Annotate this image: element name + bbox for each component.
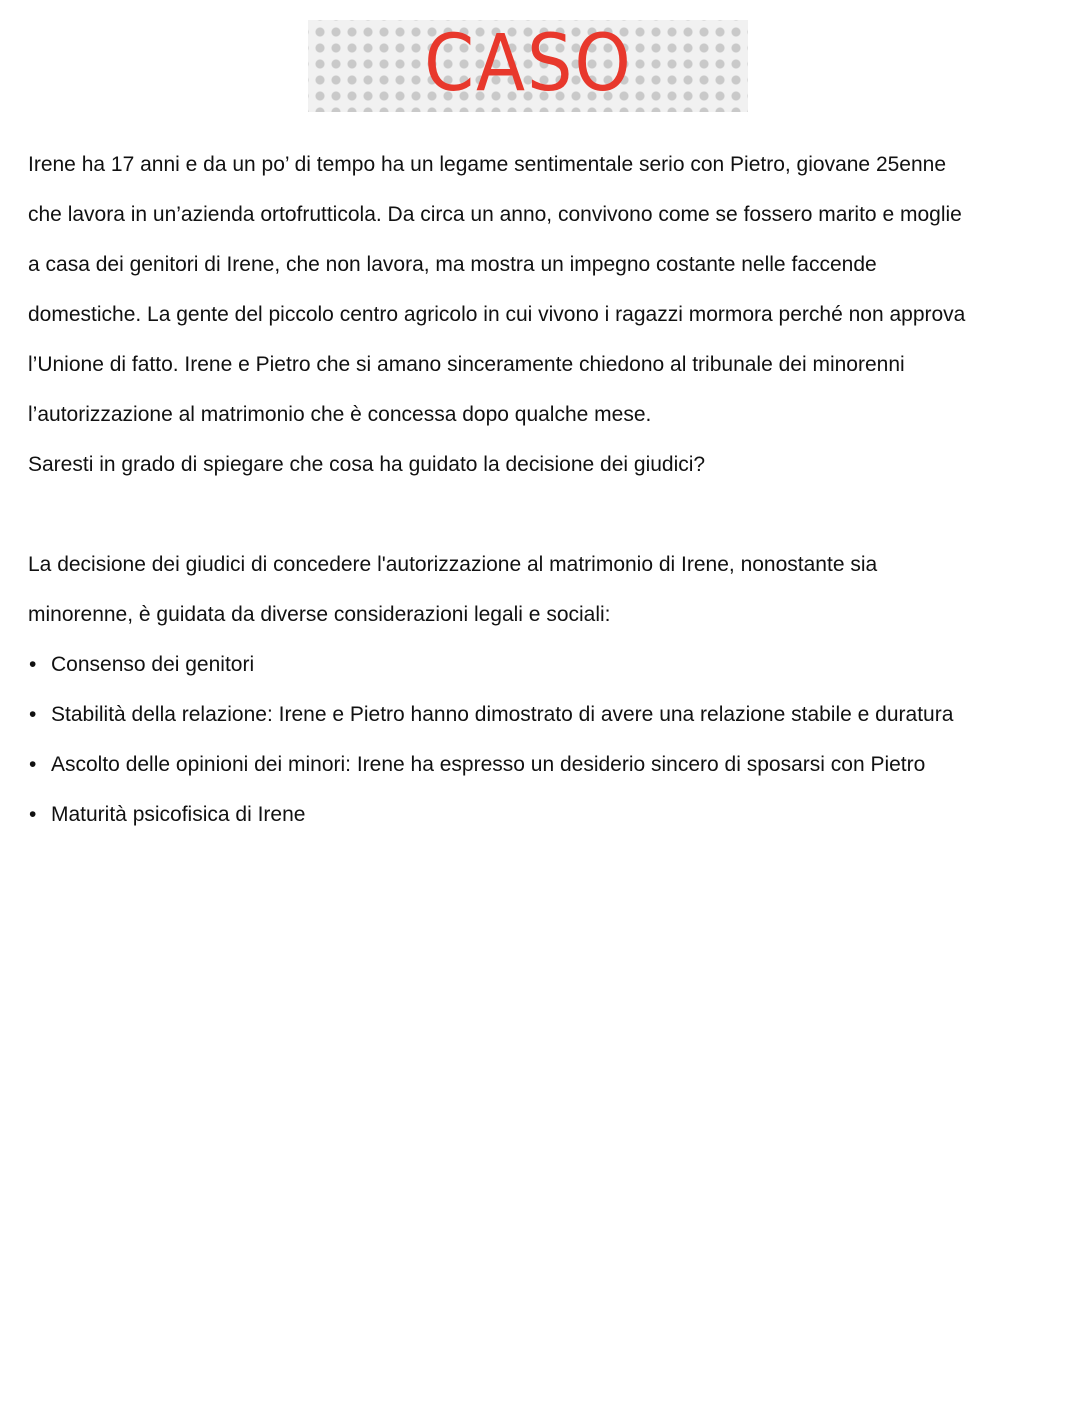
list-item [28,640,1058,690]
page-title: CASO [423,19,633,109]
case-line: l’autorizzazione al matrimonio che è concessa dopo qualche mese. [28,403,652,426]
answer-paragraph [28,540,1058,640]
list-item-text: Consenso dei genitori [51,653,255,676]
case-line: Irene ha 17 anni e da un po’ di tempo ha un legame sentimentale serio con Pietro, giovane 25enne [28,153,947,176]
list-item [28,740,1058,790]
title-banner [308,20,748,112]
bullet-icon: • [29,803,37,826]
bullet-icon: • [29,653,37,676]
list-item [28,690,1058,740]
document-body [28,140,1058,840]
case-line: domestiche. La gente del piccolo centro agricolo in cui vivono i ragazzi mormora perché non approva [28,303,966,326]
case-line: a casa dei genitori di Irene, che non lavora, ma mostra un impegno costante nelle faccende [28,253,877,276]
list-item [28,790,1058,840]
bullet-icon: • [29,703,37,726]
case-line: l’Unione di fatto. Irene e Pietro che si amano sinceramente chiedono al tribunale dei minorenni [28,353,905,376]
case-line: che lavora in un’azienda ortofrutticola. Da circa un anno, convivono come se fossero marito e moglie [28,203,962,226]
list-item-text: Stabilità della relazione: Irene e Pietro hanno dimostrato di avere una relazione stabile e duratura [51,703,954,726]
list-item-text: Maturità psicofisica di Irene [51,803,306,826]
case-question: Saresti in grado di spiegare che cosa ha guidato la decisione dei giudici? [28,453,706,476]
bullet-icon: • [29,753,37,776]
reasons-list [28,640,1058,840]
list-item-text: Ascolto delle opinioni dei minori: Irene ha espresso un desiderio sincero di sposarsi con Pietro [51,753,926,776]
case-paragraph [28,140,1058,440]
answer-line: minorenne, è guidata da diverse considerazioni legali e sociali: [28,603,611,626]
spacer [28,490,1058,540]
answer-line: La decisione dei giudici di concedere l'autorizzazione al matrimonio di Irene, nonostante sia [28,553,878,576]
